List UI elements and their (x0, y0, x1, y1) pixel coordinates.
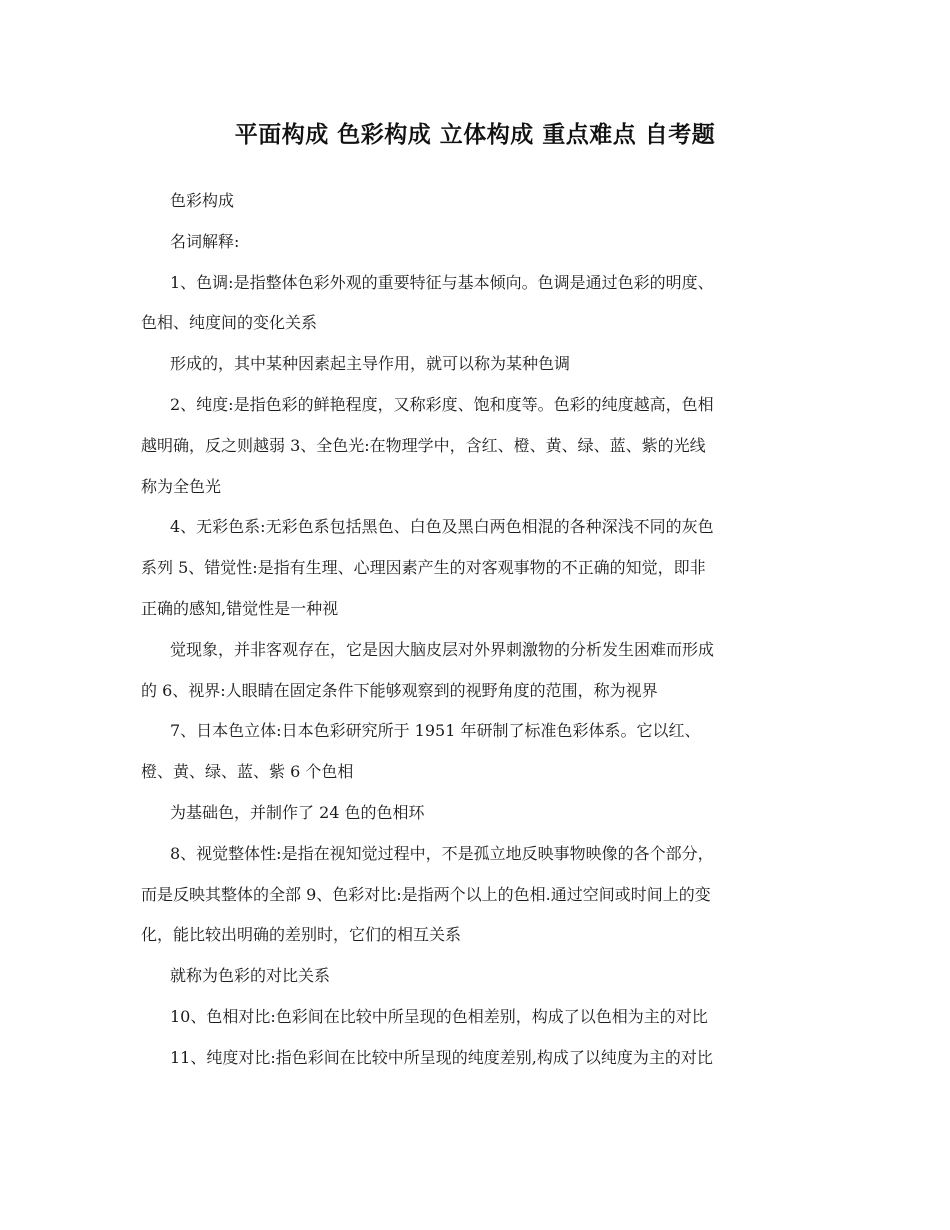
text-line: 7、日本色立体:日本色彩研究所于 1951 年研制了标准色彩体系。它以红、 (170, 721, 701, 741)
text-line: 的 6、视界:人眼睛在固定条件下能够观察到的视野角度的范围，称为视界 (141, 680, 658, 700)
text-line: 越明确，反之则越弱 3、全色光:在物理学中，含红、橙、黄、绿、蓝、紫的光线 (141, 435, 706, 455)
text-line: 而是反映其整体的全部 9、色彩对比:是指两个以上的色相.通过空间或时间上的变 (141, 884, 711, 904)
text-line: 色相、纯度间的变化关系 (141, 313, 318, 333)
text-line: 10、色相对比:色彩间在比较中所呈现的色相差别，构成了以色相为主的对比 (170, 1006, 708, 1026)
text-line: 色彩构成 (170, 191, 235, 210)
text-line: 系列 5、错觉性:是指有生理、心理因素产生的对客观事物的不正确的知觉，即非 (141, 558, 706, 578)
text-line: 正确的感知,错觉性是一种视 (141, 598, 339, 618)
text-line: 为基础色，并制作了 24 色的色相环 (170, 802, 425, 822)
document-body (141, 181, 817, 1079)
text-line: 8、视觉整体性:是指在视知觉过程中，不是孤立地反映事物映像的各个部分， (170, 843, 714, 863)
text-line: 形成的，其中某种因素起主导作用，就可以称为某种色调 (170, 354, 571, 374)
text-line: 1、色调:是指整体色彩外观的重要特征与基本倾向。色调是通过色彩的明度、 (170, 272, 714, 292)
text-line: 橙、黄、绿、蓝、紫 6 个色相 (141, 762, 354, 782)
text-line: 称为全色光 (141, 476, 222, 496)
text-line: 4、无彩色系:无彩色系包括黑色、白色及黑白两色相混的各种深浅不同的灰色 (170, 517, 714, 537)
text-line: 名词解释: (170, 231, 240, 251)
text-line: 11、纯度对比:指色彩间在比较中所呈现的纯度差别,构成了以纯度为主的对比 (170, 1047, 713, 1067)
text-line: 就称为色彩的对比关系 (170, 966, 331, 986)
text-line: 化，能比较出明确的差别时，它们的相互关系 (141, 925, 462, 945)
document-title: 平面构成 色彩构成 立体构成 重点难点 自考题 (234, 121, 716, 148)
text-line: 觉现象，并非客观存在，它是因大脑皮层对外界刺激物的分析发生困难而形成 (170, 639, 715, 659)
text-line: 2、纯度:是指色彩的鲜艳程度，又称彩度、饱和度等。色彩的纯度越高，色相 (170, 394, 714, 414)
